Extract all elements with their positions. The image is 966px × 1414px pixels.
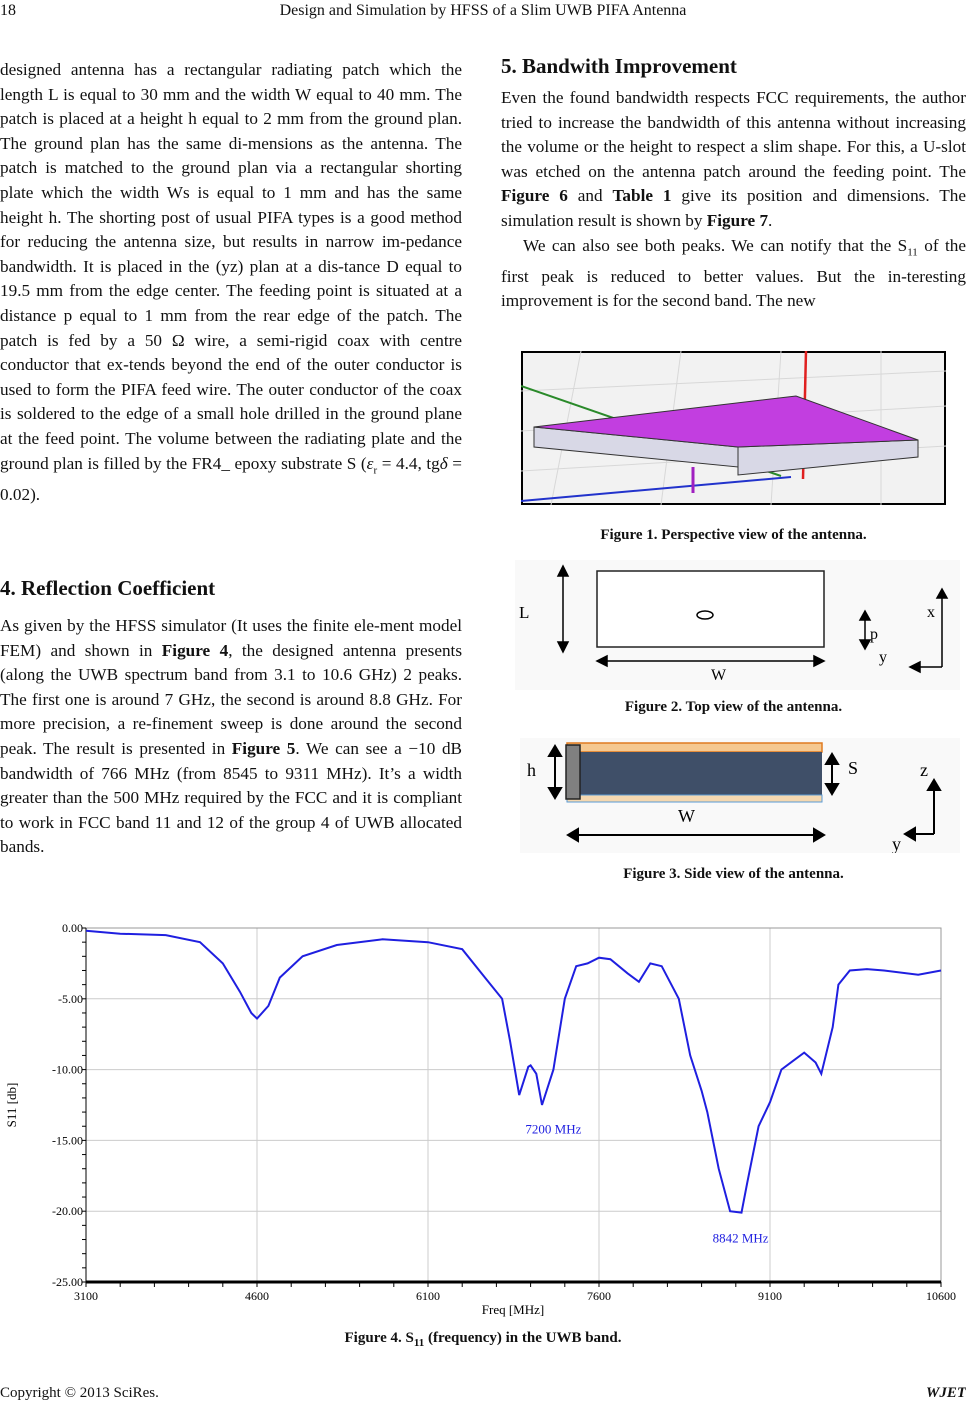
- figure-2-top-view: [515, 560, 960, 690]
- text: . We can see a −10 dB bandwidth of 766 MHz (from 8545 to 9311 MHz). It’s a width greater than the 500 MHz required by the FCC and it is compliant to work in FCC band 11 and 12 of the group 4 of UWB allocated bands.: [0, 738, 463, 857]
- subscript: 11: [907, 246, 918, 258]
- x-tick-label: 6100: [416, 1289, 440, 1303]
- figure-5-ref[interactable]: Figure 5: [231, 738, 296, 758]
- figure-6-ref[interactable]: Figure 6: [501, 186, 568, 206]
- y-tick-label: 0.00: [62, 921, 83, 935]
- table-1-ref[interactable]: Table 1: [612, 186, 672, 206]
- paragraph-reflection: [0, 614, 462, 860]
- plot-frame: [86, 928, 941, 1282]
- section-5-heading: 5. Bandwith Improvement: [501, 54, 737, 78]
- subscript: r: [373, 463, 378, 476]
- figure-4-ref[interactable]: Figure 4: [161, 640, 229, 660]
- text: .: [768, 210, 773, 230]
- label-p: p: [870, 626, 878, 643]
- text: We can also see both peaks. We can notify that the S: [523, 235, 908, 255]
- s11-series-line: [86, 931, 941, 1213]
- delta: δ: [439, 453, 448, 473]
- paragraph-peaks: [501, 234, 966, 314]
- figure-4-s11-chart: [0, 915, 966, 1320]
- y-tick-label: -10.00: [52, 1062, 83, 1077]
- x-tick-label: 3100: [74, 1289, 98, 1303]
- text: and: [567, 186, 613, 206]
- label-S: S: [848, 758, 859, 778]
- right-column: [501, 86, 966, 314]
- label-L: L: [519, 603, 530, 622]
- y-tick-label: -5.00: [58, 991, 83, 1006]
- subscript: 11: [413, 1337, 425, 1349]
- label-W: W: [711, 667, 727, 684]
- x-tick-label: 7600: [587, 1289, 611, 1303]
- text: (frequency) in the UWB band.: [424, 1330, 622, 1346]
- text: designed antenna has a rectangular radiating patch which the length L is equal to 30 mm and the width W equal to 40 mm. The patch is placed at a height h equal to 2 mm from the ground plan. The ground plan has the same di-mensions as the antenna. The patch is matched to the ground plan via a rectangular shorting plate which the width Ws is equal to 1 mm and has the same height h. The shorting post of usual PIFA types is a good method for reducing the antenna size, but results in narrow im-pedance bandwidth. It is placed in the (yz) plan at a dis-tance D equal to 19.5 mm from the edge center. The feeding point is situated at a distance p equal to 1 mm from the rear edge of the patch. The patch is fed by a 50 Ω wire, a semi-rigid coax with centre conductor that ex-tends beyond the end of the outer conductor is used to form the PIFA feed wire. The outer conductor of the coax is soldered to the edge of a small hole drilled in the ground plane at the feed point. The volume between the radiating plate and the ground plan is filled by the FR4_ epoxy substrate S (: [0, 60, 462, 473]
- label-x: x: [927, 604, 935, 621]
- paragraph-bandwidth: [501, 86, 966, 234]
- peak-annotation: 8842 MHz: [712, 1230, 769, 1246]
- epsilon: ε: [366, 453, 374, 473]
- x-tick-label: 4600: [245, 1289, 269, 1303]
- copyright: Copyright © 2013 SciRes.: [0, 1385, 159, 1401]
- left-column-section4: [0, 614, 462, 860]
- y-tick-label: -20.00: [52, 1204, 83, 1219]
- patch-outline: [597, 571, 824, 647]
- figure-7-ref[interactable]: Figure 7: [706, 210, 769, 230]
- y-tick-label: -15.00: [52, 1133, 83, 1148]
- figure-1-caption: Figure 1. Perspective view of the antenna.: [600, 527, 867, 543]
- chart-grid: [86, 928, 941, 1282]
- text: = 4.4, tg: [377, 453, 440, 473]
- text: Figure 4. S: [344, 1330, 414, 1346]
- section-4-heading: 4. Reflection Coefficient: [0, 576, 216, 600]
- x-axis-label: Freq [MHz]: [481, 1302, 545, 1317]
- label-z: z: [920, 760, 928, 780]
- text: of the first peak is reduced to better values. But the in-teresting improvement is for the second band. The new: [501, 235, 966, 311]
- peak-annotation: 7200 MHz: [525, 1121, 582, 1137]
- label-y: y: [892, 834, 901, 853]
- x-tick-label: 9100: [758, 1289, 782, 1303]
- figure-2-caption: Figure 2. Top view of the antenna.: [624, 699, 843, 715]
- text: , the designed antenna presents (along the UWB spectrum band from 3.1 to 10.6 GHz) 2 peaks. The first one is around 7 GHz, the second is around 8.8 GHz. For more precision, a re-finement sweep is done around the second peak. The result is presented in: [0, 640, 463, 758]
- figure-1-perspective-view: [521, 351, 946, 505]
- label-h: h: [527, 760, 536, 780]
- y-axis-label: S11 [db]: [4, 1082, 19, 1128]
- text: As given by the HFSS simulator (It uses the finite ele-ment model FEM) and shown in: [0, 616, 462, 660]
- x-tick-label: 10600: [926, 1289, 956, 1303]
- text: Even the found bandwidth respects FCC requirements, the author tried to increase the bandwidth of this antenna without increasing the volume or the height to respect a slim shape. For this, a U-slot was etched on the antenna patch around the feeding point. The: [501, 88, 966, 181]
- page-number: 18: [0, 2, 16, 19]
- figure-3-side-view: [520, 738, 960, 853]
- text: give its position and dimensions. The simulation result is shown by: [501, 186, 966, 230]
- y-tick-label: -25.00: [52, 1275, 83, 1289]
- paragraph-antenna-description: [0, 58, 462, 507]
- running-title: Design and Simulation by HFSS of a Slim UWB PIFA Antenna: [279, 2, 687, 19]
- label-W: W: [678, 806, 695, 826]
- figure-4-caption: [0, 1330, 966, 1349]
- figure-3-caption: Figure 3. Side view of the antenna.: [623, 866, 844, 882]
- label-y: y: [879, 649, 887, 666]
- left-column: [0, 58, 462, 507]
- text: = 0.02).: [0, 453, 462, 504]
- shorting-plate: [566, 745, 580, 799]
- journal-name: WJET: [925, 1385, 966, 1401]
